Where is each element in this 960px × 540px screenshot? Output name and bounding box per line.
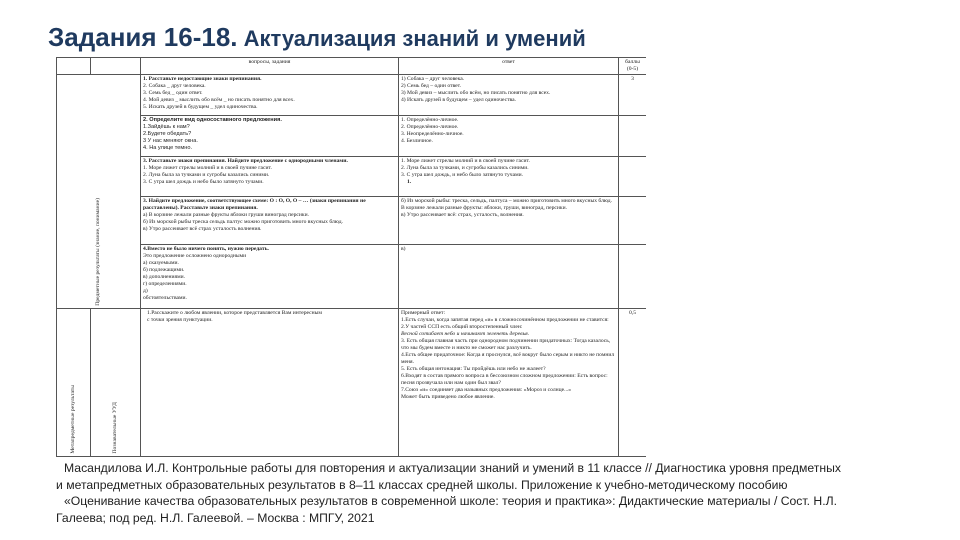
caption-line-2: и метапредметных образовательных результатов в 8–11 классах средней школы. Приложение к учебно-методическому пособию bbox=[56, 477, 788, 492]
question-cell: 1.Расскажите о любом явлении, которое представляется Вам интересным с точки зрения пунктуации. bbox=[141, 309, 399, 457]
worksheet-table bbox=[56, 57, 646, 457]
table-row bbox=[57, 245, 647, 309]
points-cell bbox=[619, 197, 647, 245]
question-cell: 3. Расставьте знаки препинания. Найдите предложение с однородными членами. 1. Море лижет стрелы молний и в своей пучине гасит. 2. Луна была за тучками и сугробы казались синими. 3. С утра шел дождь и небо было затянуто тучами. bbox=[141, 157, 399, 197]
header-row bbox=[57, 58, 647, 75]
caption-line-3: «Оценивание качества образовательных результатов в современной школе: теория и практика»: Дидактические материалы / Сост. Н.Л. bbox=[64, 494, 837, 509]
worksheet-table-image bbox=[56, 57, 646, 457]
cognitive-label: Познавательные УУД bbox=[112, 402, 118, 454]
subject-results-cell bbox=[57, 75, 141, 309]
points-cell bbox=[619, 157, 647, 197]
answer-cell: 1) Собака – друг человека. 2) Семь бед – один ответ. 3) Мой девиз – мыслить обо всём, но писать понятно для всех. 4) Искать друзей в будущем – удел одиночества. bbox=[399, 75, 619, 116]
page-title bbox=[48, 22, 586, 53]
points-cell: 0,5 bbox=[619, 309, 647, 457]
table-row bbox=[57, 309, 647, 457]
table-row bbox=[57, 75, 647, 116]
points-cell: 3 bbox=[619, 75, 647, 116]
points-cell bbox=[619, 116, 647, 157]
title-part-1: Задания 16-18. bbox=[48, 22, 238, 52]
points-cell bbox=[619, 245, 647, 309]
header-answer: ответ bbox=[399, 58, 619, 75]
table-row bbox=[57, 157, 647, 197]
answer-cell: 1. Определённо-личное. 2. Определённо-личное. 3. Неопределённо-личное. 4. Безличное. bbox=[399, 116, 619, 157]
header-questions: вопросы, задания bbox=[141, 58, 399, 75]
answer-cell: б) Из морской рыбы: треска, сельдь, палтуса – можно приготовить много вкусных блюд. В корзине лежали разные фрукты: яблоки, груши, виноград, персики. в) Утро рассеивает всё: страх, усталость, волнения. bbox=[399, 197, 619, 245]
table-row bbox=[57, 197, 647, 245]
source-caption bbox=[56, 460, 916, 526]
subject-results-label: Предметные результаты (знание, понимание) bbox=[95, 198, 101, 306]
question-cell: 4.Вместо не было ничего понять, нужно передать. Это предложение осложнено однородными а) сказуемыми. б) подлежащими. в) дополнениями. г) определениями. д) обстоятельствами. bbox=[141, 245, 399, 309]
metasubject-label: Метапредметные результаты bbox=[70, 385, 76, 454]
caption-line-1: Масандилова И.Л. Контрольные работы для повторения и актуализации знаний и умений в 11 классе // Диагностика уровня предметных bbox=[64, 461, 841, 475]
header-points: баллы (0-5) bbox=[619, 58, 647, 75]
answer-cell: Примерный ответ: 1.Есть случаи, когда запятая перед «и» в сложносочинённом предложении не ставится: 2.У частей ССП есть общий второстепенный член: Весной сотибает небо и начинают зеленеть деревья. 3. Есть общая главная часть при однородном подчинении придаточных: Тогда казалось, что мы будем вместе и никто не сможет нас разлучить. 4.Есть общее придаточное: Когда я проснулся, всё вокруг было серым и никто не помнил меня. 5. Есть общая интонация: Ты пройдёшь или небо не жалеет? 6.Входят в состав прямого вопроса в бессоюзном сложном предложении: Есть вопрос: песня прозвучала или нам один был звал? 7.Союз «и» соединяет два назывных предложения: «Мороз и солнце...» Может быть приведено любое явление. bbox=[399, 309, 619, 457]
cognitive-cell bbox=[91, 309, 141, 457]
answer-cell: 1. Море лижет стрелы молний и в своей пучине гасит. 2. Луна была за тучками, и сугробы казались синими. 3. С утра шел дождь, и небо было затянуто тучами. 1. bbox=[399, 157, 619, 197]
question-cell: 1. Расставьте недостающие знаки препинания. 2. Собака _ друг человека. 3. Семь бед _ один ответ. 4. Мой девиз _ мыслить обо всём _ но писать понятно для всех. 5. Искать друзей в будущем _ удел одиночества. bbox=[141, 75, 399, 116]
question-cell: 2. Определите вид односоставного предложения. 1.Зайдёшь к нам? 2.Будете обедать? 3 У нас меняют окна. 4. На улице темно. bbox=[141, 116, 399, 157]
metasubject-cell bbox=[57, 309, 91, 457]
title-part-2: Актуализация знаний и умений bbox=[237, 26, 586, 51]
question-cell: 3. Найдите предложение, соответствующее схеме: О : О, О, О – … (знаки препинания не расставлены). Расставьте знаки препинания. а) В корзине лежали разные фрукты яблоки груши виноград персики. б) Из морской рыбы треска сельдь палтус можно приготовить много вкусных блюд. в) Утро рассеивает всё страх усталость волнения. bbox=[141, 197, 399, 245]
caption-line-4: Галеева; под ред. Н.Л. Галеевой. – Москва : МПГУ, 2021 bbox=[56, 510, 375, 525]
answer-cell: в) bbox=[399, 245, 619, 309]
table-row bbox=[57, 116, 647, 157]
